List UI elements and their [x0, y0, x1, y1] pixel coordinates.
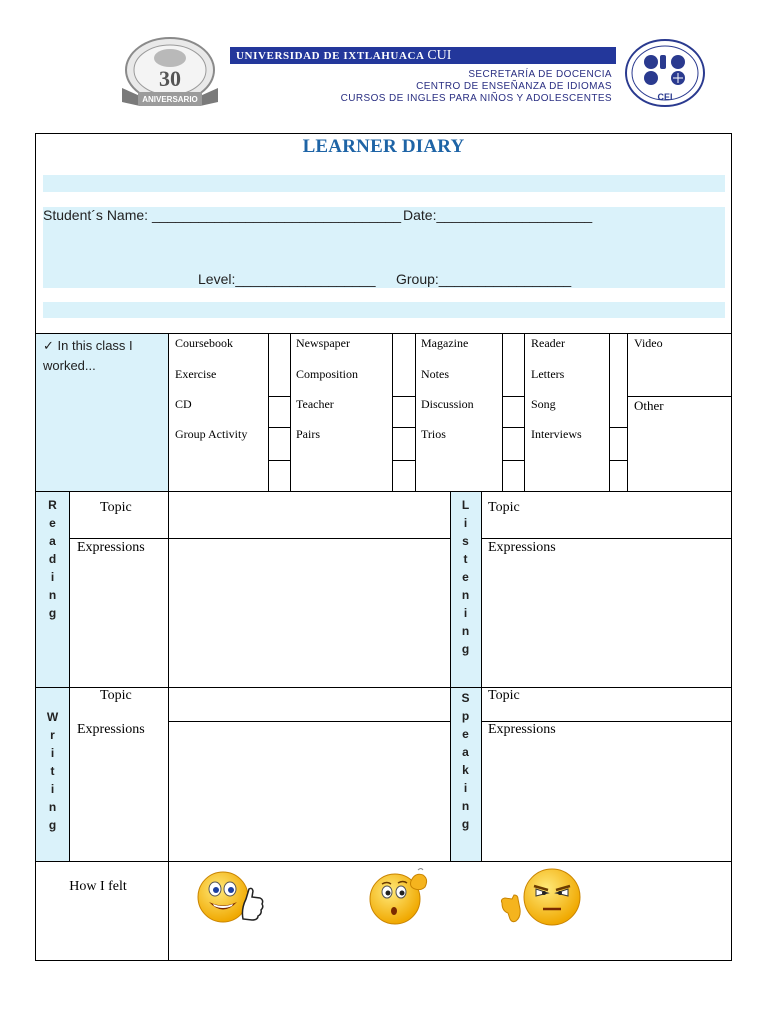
checkbox-magazine[interactable]: [503, 334, 524, 396]
header-line-centro: CENTRO DE ENSEÑANZA DE IDIOMAS: [416, 81, 612, 92]
activity-col-3: [421, 336, 474, 441]
checkbox-line: [392, 396, 415, 397]
header-line-cursos: CURSOS DE INGLES PARA NIÑOS Y ADOLESCENTES: [340, 93, 612, 104]
speaking-topic-label: Topic: [488, 688, 520, 703]
checkbox-line: [502, 427, 524, 428]
activity-col-1: [175, 336, 247, 441]
reading-label: R e a d i n g: [48, 498, 57, 620]
checkbox-line: [502, 396, 524, 397]
divider: [627, 334, 628, 492]
document-header: [0, 0, 768, 125]
info-band-bottom: [43, 302, 725, 318]
writing-expressions-input[interactable]: [169, 722, 450, 861]
speaking-expressions-input[interactable]: [482, 746, 731, 861]
checkbox-newspaper[interactable]: [393, 334, 415, 396]
activity-letters: Letters: [531, 367, 565, 381]
divider: [168, 861, 169, 961]
activity-col-4: [531, 336, 582, 441]
listening-topic-label: Topic: [488, 500, 520, 515]
checkbox-line: [392, 427, 415, 428]
divider: [168, 334, 169, 492]
learner-diary-form: [35, 133, 732, 961]
writing-topic-label: Topic: [100, 688, 132, 703]
writing-expressions-label: Expressions: [77, 722, 145, 737]
how-i-felt-label: How I felt: [69, 879, 127, 894]
divider: [36, 861, 731, 862]
activity-composition: Composition: [296, 367, 359, 381]
svg-text:30: 30: [159, 66, 181, 91]
checkbox-line: [392, 460, 415, 461]
divider: [415, 334, 416, 492]
divider: [481, 538, 731, 539]
activity-trios: Trios: [421, 427, 446, 441]
activity-magazine: Magazine: [421, 336, 469, 350]
writing-topic-input[interactable]: [169, 688, 450, 721]
reading-topic-input[interactable]: [169, 492, 450, 538]
activity-reader: Reader: [531, 336, 565, 350]
confused-thinking-icon[interactable]: [363, 867, 437, 927]
angry-thumbs-down-icon[interactable]: [496, 865, 586, 927]
divider: [627, 396, 731, 397]
activity-teacher: Teacher: [296, 397, 334, 411]
happy-thumbs-up-icon[interactable]: [194, 867, 266, 927]
checkbox-line: [268, 427, 290, 428]
speaking-label: S p e a k i n g: [461, 691, 470, 831]
checkbox-line: [268, 396, 290, 397]
group-field[interactable]: Group:_________________: [396, 271, 572, 287]
activity-coursebook: Coursebook: [175, 336, 233, 350]
activity-video: Video: [634, 336, 663, 350]
listening-expressions-input[interactable]: [482, 564, 731, 687]
reading-topic-label: Topic: [100, 500, 132, 515]
speaking-topic-input[interactable]: [566, 688, 731, 721]
activity-pairs: Pairs: [296, 427, 320, 441]
divider: [290, 334, 291, 492]
activity-other: Other: [634, 398, 664, 413]
listening-expressions-label: Expressions: [488, 540, 556, 555]
listening-topic-input[interactable]: [566, 492, 731, 538]
activity-interviews: Interviews: [531, 427, 582, 441]
cei-logo-icon: [624, 38, 706, 108]
activity-col-2: [296, 336, 358, 441]
activity-newspaper: Newspaper: [296, 336, 350, 350]
checkbox-line: [609, 460, 627, 461]
svg-text:CEI: CEI: [657, 92, 673, 102]
header-line-secretaria: SECRETARÍA DE DOCENCIA: [468, 69, 612, 80]
form-title: LEARNER DIARY: [302, 136, 465, 157]
date-field[interactable]: Date:____________________: [403, 207, 593, 223]
university-name: UNIVERSIDAD DE IXTLAHUACA CUI: [236, 48, 452, 63]
activity-group-activity: Group Activity: [175, 427, 248, 441]
student-name-field[interactable]: Student´s Name: ________________________________: [43, 207, 402, 223]
divider: [69, 492, 70, 687]
activity-notes: Notes: [421, 367, 449, 381]
speaking-expressions-label: Expressions: [488, 722, 556, 737]
activity-exercise: Exercise: [175, 367, 217, 381]
activity-cd: CD: [175, 397, 192, 411]
checkbox-line: [502, 460, 524, 461]
activity-discussion: Discussion: [421, 397, 474, 411]
checkbox-coursebook[interactable]: [269, 334, 290, 396]
divider: [524, 334, 525, 492]
activities-prompt: ✓ In this class I worked...: [43, 338, 133, 373]
activity-song: Song: [531, 397, 556, 411]
anniversary-logo-icon: [118, 36, 222, 112]
divider: [69, 688, 70, 861]
svg-text:ANIVERSARIO: ANIVERSARIO: [142, 95, 198, 104]
checkbox-reader[interactable]: [610, 334, 627, 427]
writing-label: W r i t i n g: [46, 710, 59, 832]
checkbox-line: [609, 427, 627, 428]
checkbox-line: [268, 460, 290, 461]
reading-expressions-label: Expressions: [77, 540, 145, 555]
listening-label: L i s t e n i n g: [461, 498, 470, 656]
reading-expressions-input[interactable]: [169, 539, 450, 687]
info-band-top: [43, 175, 725, 192]
level-field[interactable]: Level:__________________: [198, 271, 376, 287]
